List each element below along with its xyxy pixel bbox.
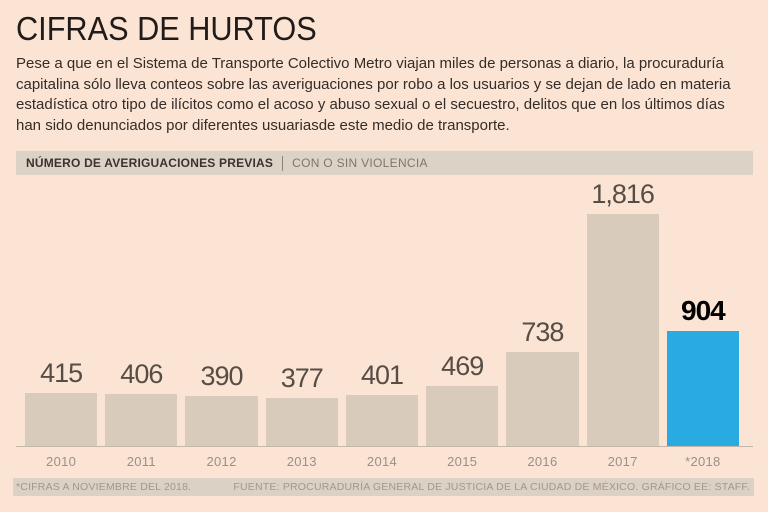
bar-2017 <box>587 214 659 446</box>
footnote: *CIFRAS A NOVIEMBRE DEL 2018. <box>16 481 192 493</box>
bar-2011 <box>105 394 177 446</box>
bar-value-label: 390 <box>200 361 243 391</box>
bar-column-2012 <box>185 361 257 446</box>
chart-header-strip <box>16 151 753 175</box>
content-area <box>0 12 768 496</box>
bar-value-label: 1,816 <box>591 179 654 209</box>
x-axis-label-2016: 2016 <box>527 454 558 469</box>
bar-column-2018 <box>667 295 739 446</box>
bar-2016 <box>506 352 578 446</box>
page-title: CIFRAS DE HURTOS <box>16 10 317 47</box>
bar-value-label: 415 <box>40 358 83 388</box>
chart-years <box>16 447 753 469</box>
bar-2015 <box>426 386 498 446</box>
bar-column-2013 <box>266 363 338 446</box>
x-axis-label-2015: 2015 <box>447 454 478 469</box>
intro-paragraph: Pese a que en el Sistema de Transporte Colectivo Metro viajan miles de personas a diario, la procuraduría capitalina sólo lleva conteos sobre las averiguaciones por robo a los usuarios y se dejan de lado en materia estadística otro tipo de ilícitos como el acoso y abuso sexual o el secuestro, delitos que en los últimos días han sido denunciados por diferentes usuariasde este medio de transporte. <box>16 55 731 134</box>
footer-strip <box>13 478 754 496</box>
bar-value-label: 401 <box>360 360 404 390</box>
bar-2018 <box>667 331 739 446</box>
x-axis-label-2013: 2013 <box>286 454 317 469</box>
bar-2012 <box>185 396 257 446</box>
x-axis-label-2010: 2010 <box>46 454 77 469</box>
bar-chart <box>16 175 753 469</box>
bar-value-label: 904 <box>681 295 725 326</box>
bar-column-2015 <box>426 351 498 446</box>
bar-2014 <box>346 395 418 446</box>
x-axis-label-2018: *2018 <box>685 454 721 469</box>
chart-header-bold-label: NÚMERO DE AVERIGUACIONES PREVIAS <box>26 156 274 170</box>
bar-column-2017 <box>587 179 659 446</box>
bar-column-2010 <box>25 358 97 446</box>
x-axis-label-2017: 2017 <box>607 454 638 469</box>
source-credit: FUENTE: PROCURADURÍA GENERAL DE JUSTICIA DE LA CIUDAD DE MÉXICO. GRÁFICO EE: STAFF. <box>233 481 750 493</box>
bar-value-label: 738 <box>521 317 564 347</box>
bar-column-2014 <box>346 360 418 446</box>
bar-column-2016 <box>506 317 578 446</box>
bar-2013 <box>266 398 338 446</box>
chart-bars <box>16 175 753 447</box>
bar-value-label: 377 <box>280 363 323 393</box>
bar-column-2011 <box>105 359 177 446</box>
bar-value-label: 469 <box>441 351 484 381</box>
bar-2010 <box>25 393 97 446</box>
x-axis-label-2012: 2012 <box>206 454 237 469</box>
chart-header-sub-label: CON O SIN VIOLENCIA <box>292 156 428 170</box>
bar-value-label: 406 <box>120 359 163 389</box>
vertical-separator <box>282 156 283 171</box>
x-axis-label-2011: 2011 <box>126 454 156 469</box>
x-axis-label-2014: 2014 <box>366 454 398 469</box>
